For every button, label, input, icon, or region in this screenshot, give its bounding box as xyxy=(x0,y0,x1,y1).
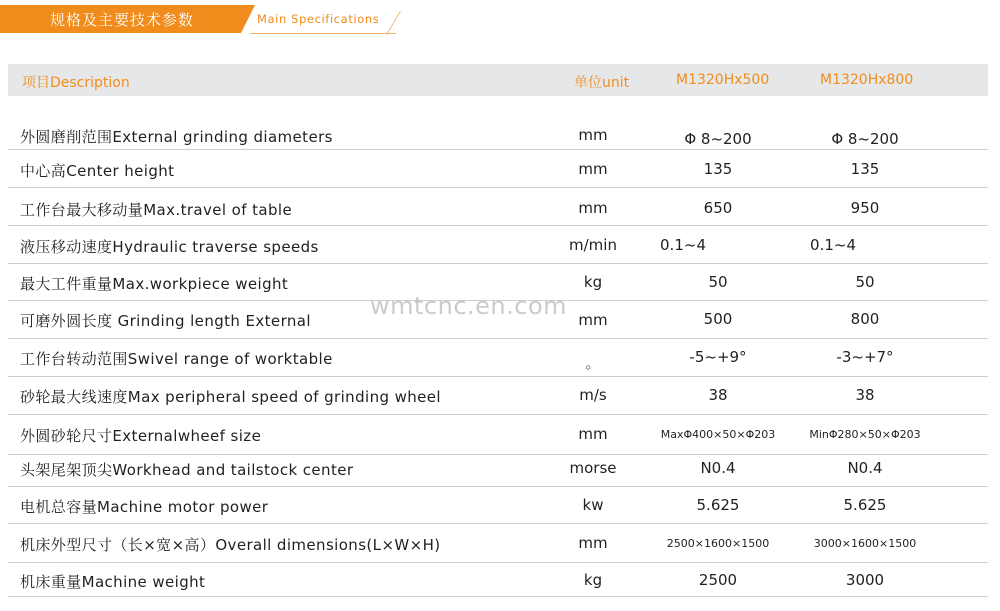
row-unit: 。 xyxy=(585,354,601,372)
row-description: 机床外型尺寸（长×宽×高）Overall dimensions(L×W×H) xyxy=(20,536,441,554)
table-row xyxy=(8,160,988,188)
row-unit: kg xyxy=(583,273,603,291)
row-unit: mm xyxy=(578,534,608,552)
header-description: 项目Description xyxy=(22,75,130,91)
row-unit: m/min xyxy=(569,236,617,254)
row-description: 工作台转动范围Swivel range of worktable xyxy=(20,350,333,368)
row-unit: m/s xyxy=(579,386,607,404)
row-description: 最大工件重量Max.workpiece weight xyxy=(20,275,289,293)
row-unit: kg xyxy=(583,571,603,589)
row-description: 头架尾架顶尖Workhead and tailstock center xyxy=(20,461,354,479)
table-row xyxy=(8,459,988,487)
row-value-model-b: 135 xyxy=(850,160,880,178)
row-value-model-b: -3~+7° xyxy=(836,348,894,366)
row-unit: morse xyxy=(569,459,617,477)
row-value-model-a: 135 xyxy=(703,160,733,178)
row-unit: mm xyxy=(578,199,608,217)
row-description: 可磨外圆长度 Grinding length External xyxy=(20,312,311,330)
table-row xyxy=(8,348,988,377)
row-value-model-a: 5.625 xyxy=(696,496,740,514)
row-unit: mm xyxy=(578,126,608,144)
row-value-model-b: 950 xyxy=(850,199,880,217)
row-value-model-b: 5.625 xyxy=(843,496,887,514)
row-value-model-a: 2500×1600×1500 xyxy=(666,537,770,550)
row-value-model-a: 500 xyxy=(703,310,733,328)
row-unit: kw xyxy=(582,496,604,514)
header-model-a: M1320Hx500 xyxy=(676,72,770,88)
table-row xyxy=(8,571,988,597)
row-description: 砂轮最大线速度Max peripheral speed of grinding wheel xyxy=(20,388,441,406)
section-banner xyxy=(0,0,420,40)
table-row xyxy=(8,534,988,563)
table-header xyxy=(8,64,988,96)
row-value-model-b: 38 xyxy=(855,386,875,404)
row-value-model-b: 3000 xyxy=(845,571,885,589)
row-value-model-b: Φ 8~200 xyxy=(831,130,899,148)
banner-title-en: Main Specifications xyxy=(257,12,380,26)
row-value-model-a: 38 xyxy=(708,386,728,404)
row-value-model-b: 0.1~4 xyxy=(810,236,856,254)
banner-underline xyxy=(250,33,396,34)
row-description: 外圆砂轮尺寸Externalwheef size xyxy=(20,427,262,445)
table-row xyxy=(8,126,988,150)
row-value-model-a: Φ 8~200 xyxy=(684,130,752,148)
table-row xyxy=(8,236,988,264)
table-row xyxy=(8,496,988,524)
row-unit: mm xyxy=(578,425,608,443)
row-description: 液压移动速度Hydraulic traverse speeds xyxy=(20,238,319,256)
row-value-model-a: 0.1~4 xyxy=(660,236,706,254)
table-row xyxy=(8,199,988,226)
row-value-model-b: 800 xyxy=(850,310,880,328)
table-row xyxy=(8,425,988,455)
row-unit: mm xyxy=(578,311,608,329)
row-value-model-a: 2500 xyxy=(698,571,738,589)
row-description: 电机总容量Machine motor power xyxy=(20,498,269,516)
row-description: 外圆磨削范围External grinding diameters xyxy=(20,128,333,146)
header-unit: 单位unit xyxy=(574,75,630,91)
row-description: 中心高Center height xyxy=(20,162,175,180)
row-value-model-a: 50 xyxy=(708,273,728,291)
banner-slash xyxy=(386,11,401,35)
row-value-model-a: N0.4 xyxy=(700,459,736,477)
row-value-model-a: -5~+9° xyxy=(689,348,747,366)
row-value-model-a: MaxΦ400×50×Φ203 xyxy=(660,428,776,441)
row-value-model-b: MinΦ280×50×Φ203 xyxy=(809,428,921,441)
header-model-b: M1320Hx800 xyxy=(820,72,914,88)
banner-title-cn: 规格及主要技术参数 xyxy=(50,11,195,29)
row-value-model-a: 650 xyxy=(703,199,733,217)
row-description: 工作台最大移动量Max.travel of table xyxy=(20,201,293,219)
watermark: wmtcnc.en.com xyxy=(370,292,568,320)
row-value-model-b: N0.4 xyxy=(847,459,883,477)
row-description: 机床重量Machine weight xyxy=(20,573,206,591)
row-unit: mm xyxy=(578,160,608,178)
row-value-model-b: 50 xyxy=(855,273,875,291)
table-row xyxy=(8,386,988,415)
row-value-model-b: 3000×1600×1500 xyxy=(813,537,917,550)
